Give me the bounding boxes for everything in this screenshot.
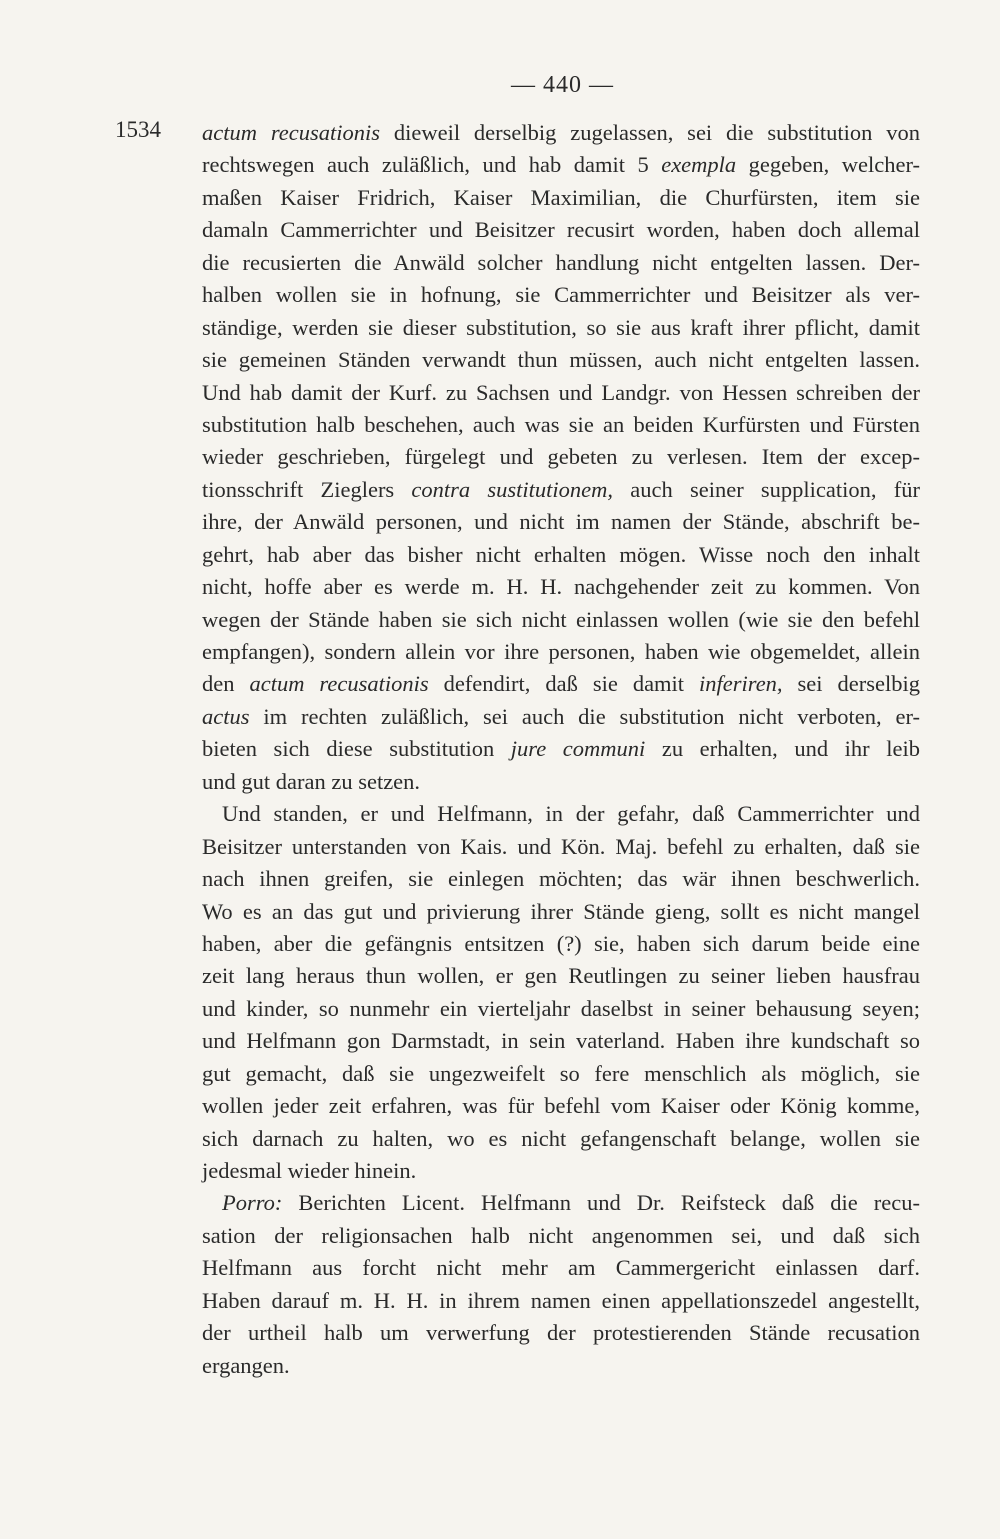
text-line <box>202 1220 920 1252</box>
paragraph <box>202 117 920 798</box>
italic-text: actum recusationis <box>202 120 380 145</box>
italic-text: contra sustitutionem, <box>411 476 614 502</box>
text-segment: substitution halb beschehen, auch was sie an beiden Kurfürsten und Fürsten <box>202 411 920 437</box>
text-segment: Helfmann aus forcht nicht mehr am Cammergericht einlassen darf. <box>202 1255 920 1281</box>
text-line <box>202 798 920 830</box>
text-line <box>202 474 920 506</box>
text-segment: sation der religionsachen halb nicht angenommen sei, und daß sich <box>202 1222 920 1248</box>
text-segment: sie gemeinen Ständen verwandt thun müssen, auch nicht entgelten lassen. <box>202 347 920 373</box>
text-line <box>202 1285 920 1317</box>
text-line <box>202 506 920 538</box>
text-segment: auch seiner supplication, für <box>613 476 920 502</box>
text-line <box>202 279 920 311</box>
text-line <box>202 636 920 668</box>
text-segment: und gut daran zu setzen. <box>202 768 421 794</box>
text-segment: im rechten zuläßlich, sei auch die substitution nicht verboten, er- <box>249 703 920 729</box>
text-line <box>202 701 920 733</box>
text-segment: und Helfmann gon Darmstadt, in sein vaterland. Haben ihre kundschaft so <box>202 1028 920 1054</box>
text-segment: Beisitzer unterstanden von Kais. und Kön. Maj. befehl zu erhalten, daß sie <box>202 833 920 859</box>
text-line <box>202 214 920 246</box>
text-segment: wollen jeder zeit erfahren, was für befehl vom Kaiser oder König komme, <box>202 1093 920 1119</box>
text-line <box>202 831 920 863</box>
text-segment: zu erhalten, und ihr leib <box>645 736 920 762</box>
text-segment: Und standen, er und Helfmann, in der gefahr, daß Cammerrichter und <box>222 801 920 827</box>
text-line <box>202 960 920 992</box>
text-segment: wieder geschrieben, fürgelegt und gebeten zu verlesen. Item der excep- <box>202 444 920 470</box>
text-segment: der urtheil halb um verwerfung der protestierenden Stände recusation <box>202 1320 920 1346</box>
text-segment: tionsschrift Zieglers <box>202 476 412 502</box>
text-segment: ihre, der Anwäld personen, und nicht im namen der Stände, abschrift be- <box>202 509 920 535</box>
italic-text: jure communi <box>510 736 646 762</box>
text-segment: maßen Kaiser Fridrich, Kaiser Maximilian, die Churfürsten, item sie <box>202 184 920 210</box>
text-line <box>202 344 920 376</box>
text-line <box>202 377 920 409</box>
text-segment: und kinder, so nunmehr ein vierteljahr daselbst in seiner behausung seyen; <box>202 995 920 1021</box>
text-line <box>202 604 920 636</box>
text-segment: ständige, werden sie dieser substitution, so sie aus kraft ihrer pflicht, damit <box>202 314 920 340</box>
text-line <box>202 117 920 149</box>
text-line <box>202 928 920 960</box>
text-segment: bieten sich diese substitution <box>202 736 511 762</box>
text-segment: sich darnach zu halten, wo es nicht gefangenschaft belange, wollen sie <box>202 1125 920 1151</box>
text-segment: empfangen), sondern allein vor ihre personen, haben wie obgemeldet, allein <box>202 639 920 664</box>
text-segment: den <box>202 671 250 697</box>
text-segment: haben, aber die gefängnis entsitzen (?) sie, haben sich darum beide eine <box>202 930 920 956</box>
text-line <box>202 1025 920 1057</box>
text-line <box>202 733 920 765</box>
text-line <box>202 441 920 473</box>
text-segment: halben wollen sie in hofnung, sie Cammerrichter und Beisitzer als ver- <box>202 282 920 308</box>
body-text <box>202 117 920 1382</box>
text-line <box>202 312 920 344</box>
text-line <box>202 1252 920 1284</box>
text-line <box>202 668 920 700</box>
text-segment: gegeben, welcher- <box>736 152 920 178</box>
italic-text: Porro: <box>222 1190 283 1216</box>
paragraph <box>202 1187 920 1382</box>
text-segment: Berichten Licent. Helfmann und Dr. Reifsteck daß die recu- <box>282 1190 920 1216</box>
marginal-year-note: 1534 <box>115 117 161 142</box>
text-segment: damaln Cammerrichter und Beisitzer recusirt worden, haben doch allemal <box>202 217 920 243</box>
text-line <box>202 1187 920 1219</box>
italic-text: actus <box>202 703 250 729</box>
text-line <box>202 539 920 571</box>
italic-text: exempla <box>661 152 737 178</box>
text-line <box>202 1317 920 1349</box>
text-segment: defendirt, daß sie damit <box>428 671 700 697</box>
text-segment: Haben darauf m. H. H. in ihrem namen einen appellationszedel angestellt, <box>202 1287 920 1313</box>
text-line <box>202 766 920 798</box>
text-line <box>202 1058 920 1090</box>
text-segment: jedesmal wieder hinein. <box>202 1158 417 1183</box>
text-segment: ergangen. <box>202 1352 290 1378</box>
text-line <box>202 863 920 895</box>
text-segment: dieweil derselbig zugelassen, sei die substitution von <box>380 120 920 145</box>
text-line <box>202 1350 920 1382</box>
text-segment: Und hab damit der Kurf. zu Sachsen und Landgr. von Hessen schreiben der <box>202 379 920 405</box>
text-line <box>202 993 920 1025</box>
text-segment: wegen der Stände haben sie sich nicht einlassen wollen (wie sie den befehl <box>202 606 920 632</box>
text-segment: die recusierten die Anwäld solcher handlung nicht entgelten lassen. Der- <box>202 249 920 275</box>
text-line <box>202 247 920 279</box>
text-line <box>202 1123 920 1155</box>
text-segment: nach ihnen greifen, sie einlegen möchten; das wär ihnen beschwerlich. <box>202 866 920 892</box>
text-line <box>202 1155 920 1187</box>
text-segment: gut gemacht, daß sie ungezweifelt so fere menschlich als möglich, sie <box>202 1060 920 1086</box>
text-line <box>202 182 920 214</box>
text-line <box>202 896 920 928</box>
italic-text: actum recusationis <box>249 671 429 697</box>
text-line <box>202 149 920 181</box>
italic-text: inferiren, <box>699 671 783 697</box>
text-segment: nicht, hoffe aber es werde m. H. H. nachgehender zeit zu kommen. Von <box>202 574 920 600</box>
text-segment: zeit lang heraus thun wollen, er gen Reutlingen zu seiner lieben hausfrau <box>202 963 920 989</box>
text-segment: Wo es an das gut und privierung ihrer Stände gieng, sollt es nicht mangel <box>202 898 920 924</box>
text-segment: gehrt, hab aber das bisher nicht erhalten mögen. Wisse noch den inhalt <box>202 541 920 567</box>
text-line <box>202 409 920 441</box>
text-segment: rechtswegen auch zuläßlich, und hab damit 5 <box>202 152 662 178</box>
page-number: — 440 — <box>511 72 614 98</box>
text-line <box>202 1090 920 1122</box>
text-segment: sei derselbig <box>782 671 920 697</box>
text-line <box>202 571 920 603</box>
paragraph <box>202 798 920 1187</box>
